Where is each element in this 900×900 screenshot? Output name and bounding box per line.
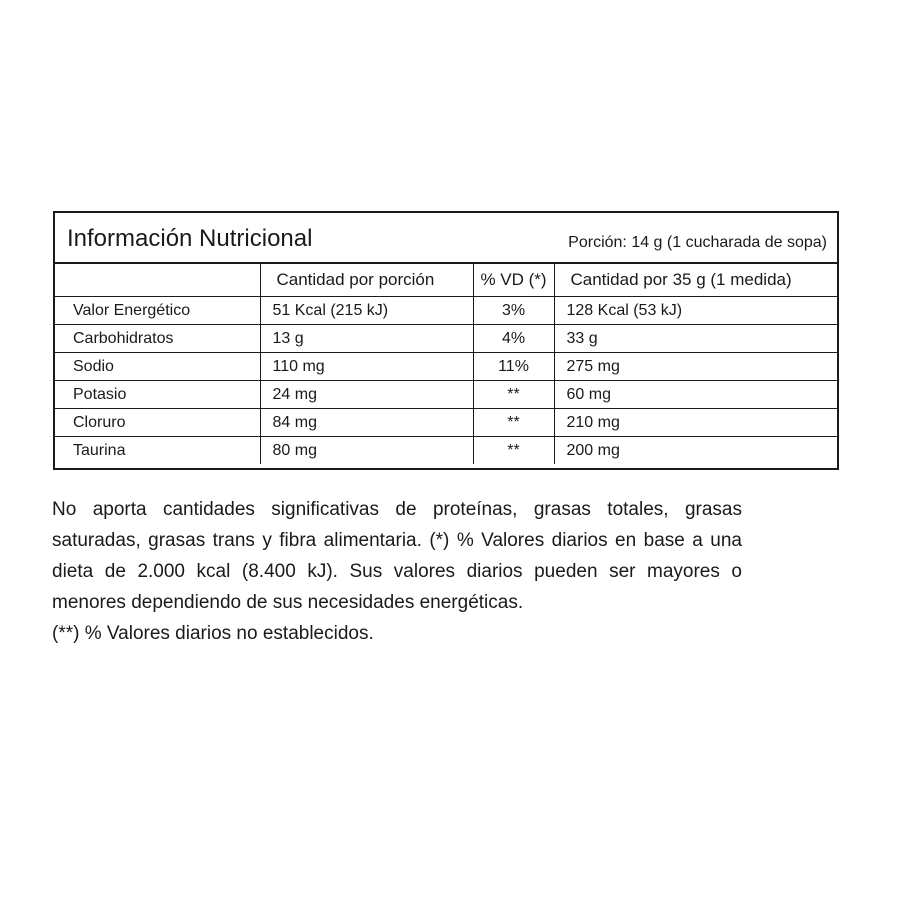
daily-value: ** xyxy=(473,381,554,409)
amount-per-portion: 80 mg xyxy=(260,437,473,465)
nutrient-name: Valor Energético xyxy=(55,297,260,325)
table-row xyxy=(55,437,837,465)
nutrition-table xyxy=(55,264,837,464)
nutrient-name: Potasio xyxy=(55,381,260,409)
nutrition-title: Información Nutricional xyxy=(67,225,313,252)
nutrition-header xyxy=(55,213,837,264)
amount-per-35g: 210 mg xyxy=(554,409,837,437)
footnote-block xyxy=(52,494,742,649)
daily-value: 11% xyxy=(473,353,554,381)
daily-value: 3% xyxy=(473,297,554,325)
amount-per-portion: 51 Kcal (215 kJ) xyxy=(260,297,473,325)
nutrient-name: Taurina xyxy=(73,442,126,459)
portion-size: Porción: 14 g (1 cucharada de sopa) xyxy=(568,234,827,251)
nutrient-name: Carbohidratos xyxy=(55,325,260,353)
nutrient-name: Cloruro xyxy=(55,409,260,437)
nutrition-facts-box xyxy=(53,211,839,470)
column-header-daily-value: % VD (*) xyxy=(473,264,554,297)
table-row xyxy=(55,353,837,381)
amount-per-35g: 60 mg xyxy=(554,381,837,409)
amount-per-portion: 24 mg xyxy=(260,381,473,409)
daily-value: ** xyxy=(473,437,554,465)
amount-per-35g: 275 mg xyxy=(554,353,837,381)
table-header-row xyxy=(55,264,837,297)
footnote-main: No aporta cantidades significativas de proteínas, grasas totales, grasas saturadas, grasas trans y fibra alimentaria. (*) % Valores diarios en base a una dieta de 2.000 kcal (8.400 kJ). Sus valores diarios pueden ser mayores o menores dependiendo de sus necesidades energéticas. xyxy=(52,499,742,613)
amount-per-35g: 33 g xyxy=(554,325,837,353)
table-row xyxy=(55,409,837,437)
table-row xyxy=(55,381,837,409)
footnote-daily-values: (**) % Valores diarios no establecidos. xyxy=(52,623,374,644)
amount-per-35g: 200 mg xyxy=(554,437,837,465)
table-row xyxy=(55,297,837,325)
amount-per-portion: 110 mg xyxy=(260,353,473,381)
column-header-per-35g: Cantidad por 35 g (1 medida) xyxy=(554,264,837,297)
daily-value: ** xyxy=(473,409,554,437)
column-header-per-portion: Cantidad por porción xyxy=(260,264,473,297)
amount-per-35g: 128 Kcal (53 kJ) xyxy=(554,297,837,325)
table-row xyxy=(55,325,837,353)
column-header-nutrient xyxy=(55,264,260,297)
daily-value: 4% xyxy=(473,325,554,353)
amount-per-portion: 13 g xyxy=(260,325,473,353)
amount-per-portion: 84 mg xyxy=(260,409,473,437)
nutrient-name: Sodio xyxy=(55,353,260,381)
